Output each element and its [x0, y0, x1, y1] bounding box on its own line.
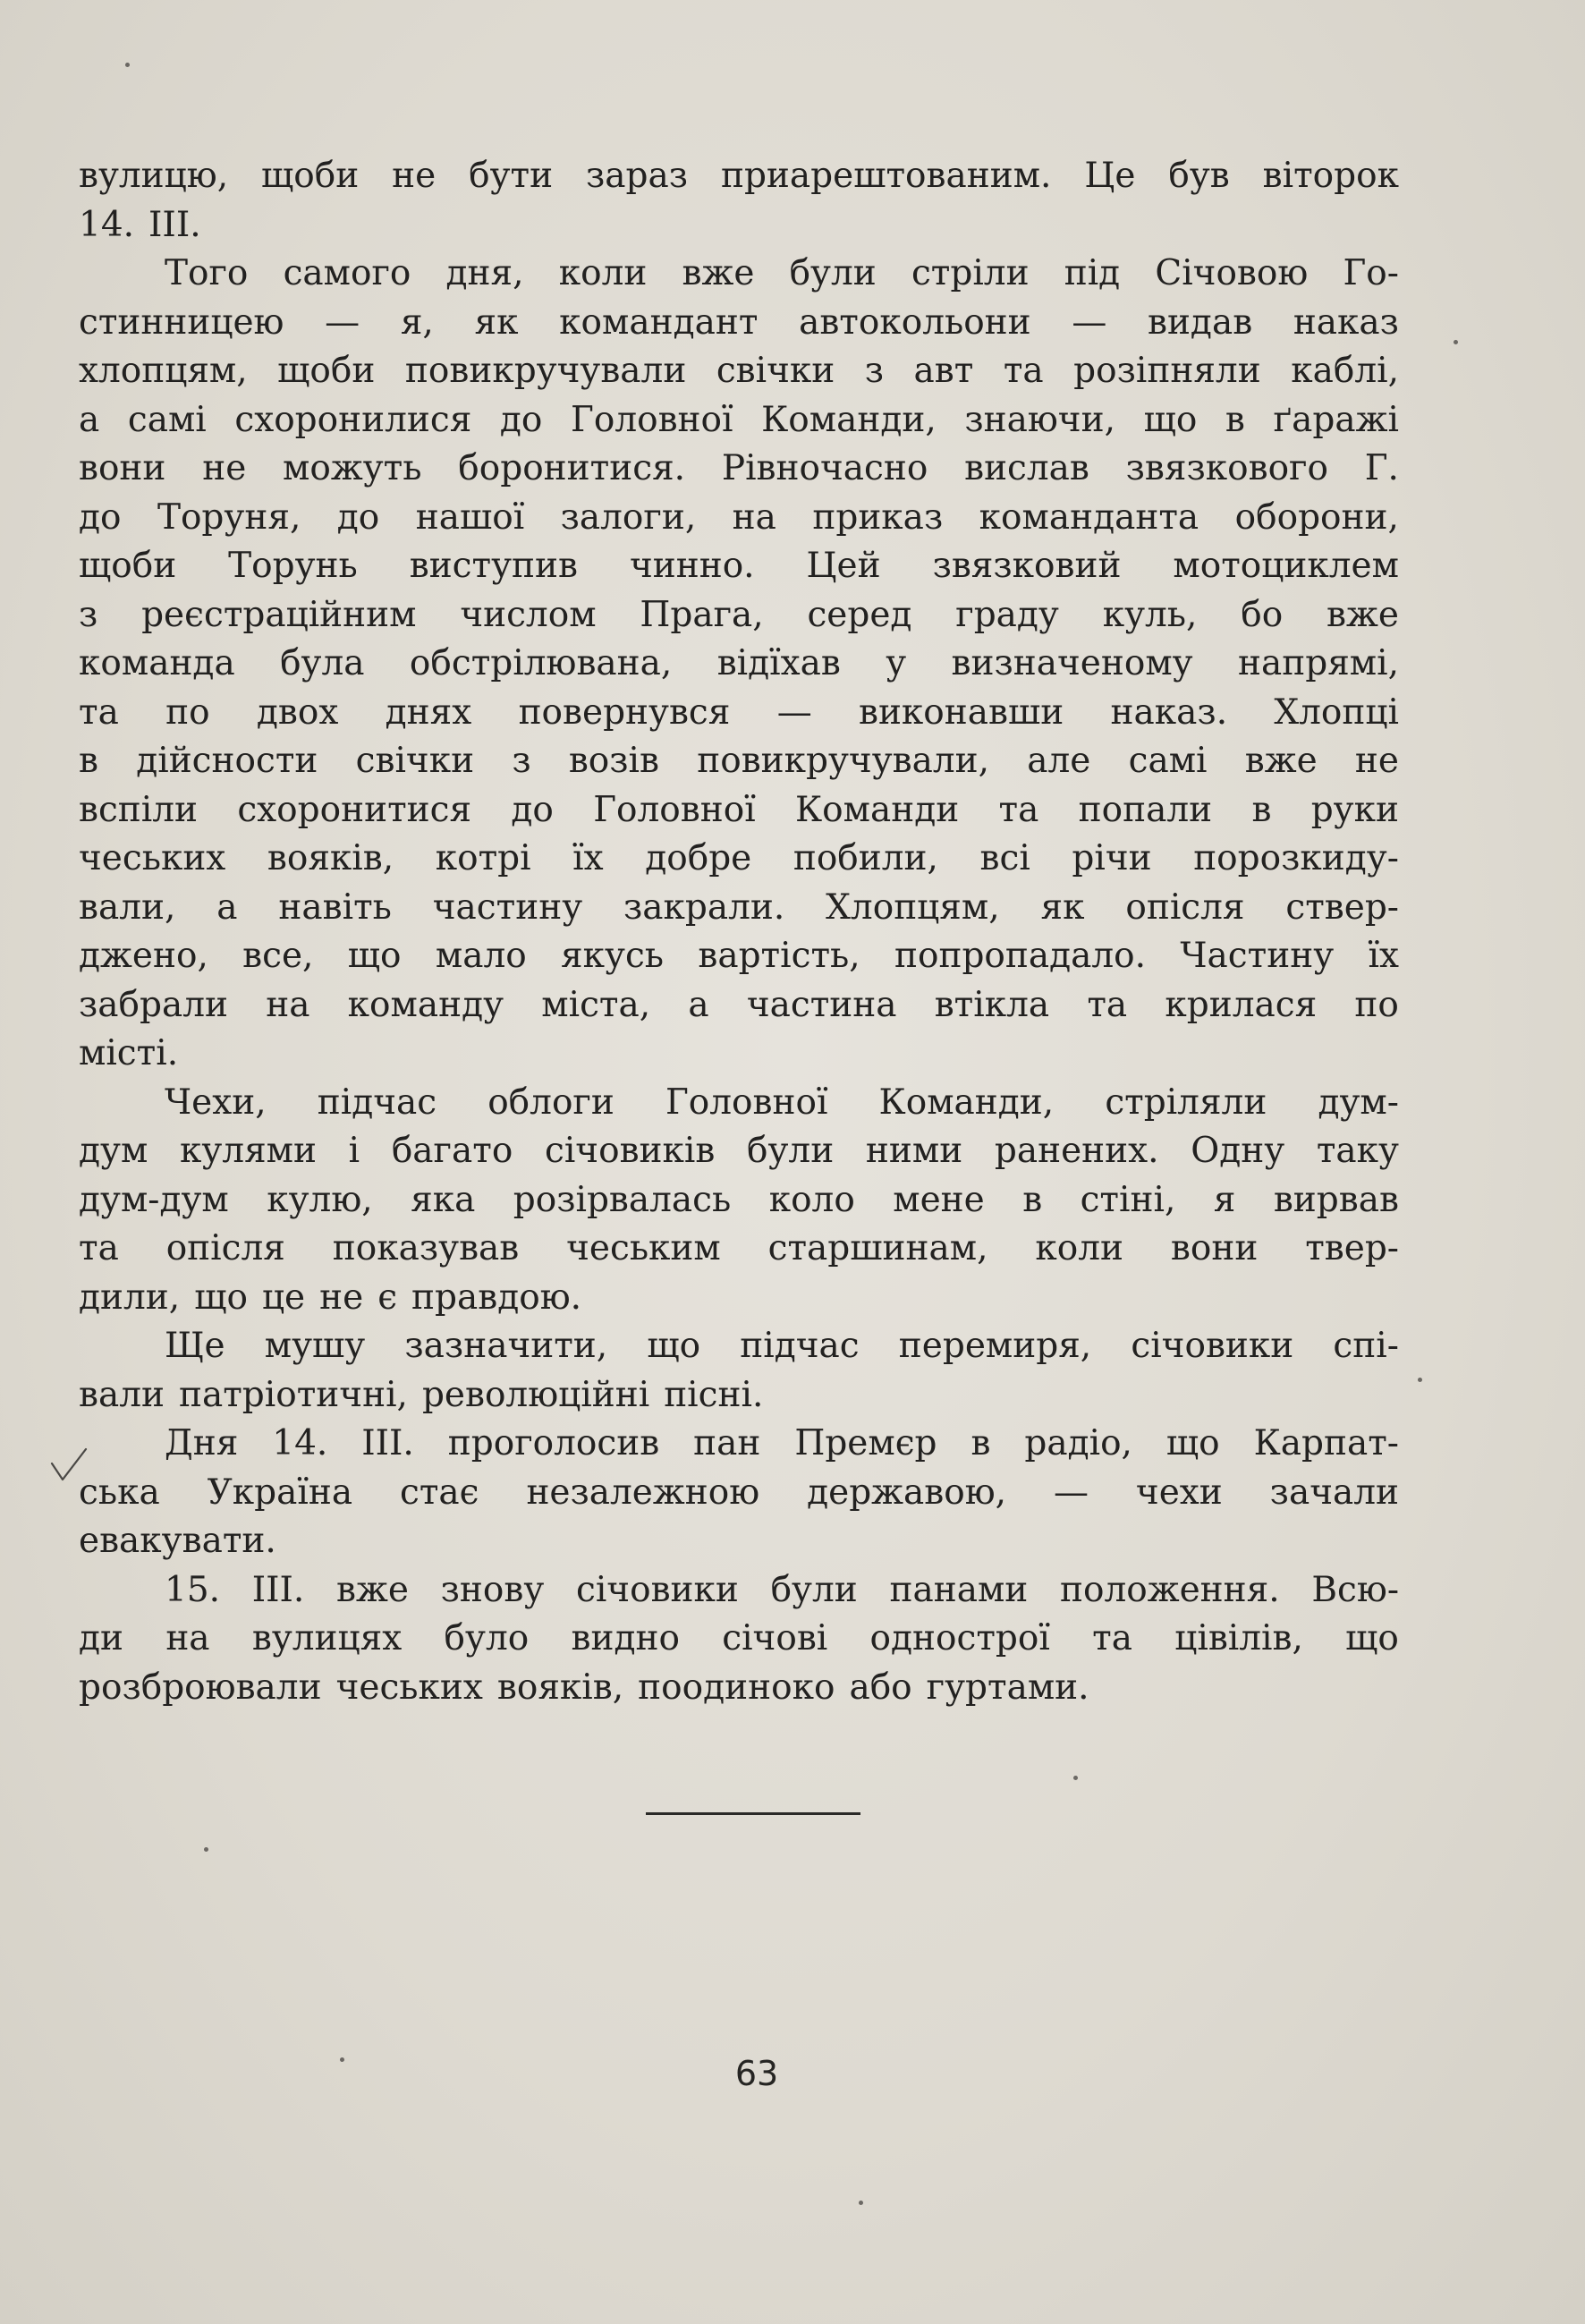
word: видав	[1147, 301, 1253, 343]
word: стає	[400, 1472, 479, 1513]
word: революційні	[421, 1374, 650, 1415]
word: щоби	[261, 156, 360, 196]
text-line	[79, 1274, 1399, 1323]
paper-speck	[340, 2057, 344, 2062]
word: днях	[385, 691, 472, 733]
text-line	[79, 1469, 1399, 1518]
word: —	[1054, 1472, 1089, 1513]
word: чеських	[79, 838, 226, 878]
word: знаючи,	[964, 399, 1115, 440]
word: січовики	[575, 1569, 739, 1610]
word: до	[79, 496, 122, 538]
word: в	[79, 741, 98, 781]
word: III.	[251, 1569, 305, 1610]
word: все,	[242, 936, 314, 976]
word: твер-	[1305, 1228, 1399, 1268]
word: були	[770, 1569, 858, 1610]
word: командант	[559, 301, 759, 343]
word: команда	[79, 643, 235, 683]
word: Головної	[593, 789, 756, 830]
word: авт	[913, 351, 974, 391]
word: Україна	[207, 1472, 353, 1513]
word: залоги,	[560, 496, 697, 538]
word: чинно.	[629, 546, 755, 586]
word: мало	[435, 936, 527, 976]
paper-speck	[1418, 1378, 1422, 1382]
word: двох	[256, 691, 339, 733]
word: по	[1354, 984, 1399, 1025]
word: старшинам,	[767, 1228, 988, 1268]
word: що	[647, 1326, 701, 1366]
word: 14.	[79, 204, 135, 245]
text-line	[79, 299, 1399, 348]
word: куль,	[1102, 594, 1198, 635]
word: не	[319, 1277, 364, 1318]
word: я,	[400, 301, 434, 343]
word: граду	[955, 594, 1059, 635]
word: з	[512, 741, 531, 781]
word: не	[202, 448, 247, 488]
word: були	[747, 1131, 835, 1171]
word: Карпат-	[1253, 1423, 1399, 1463]
word: мотоциклем	[1173, 546, 1399, 586]
word: автокольони	[799, 301, 1031, 343]
word: якусь	[561, 936, 665, 976]
word: були	[789, 253, 877, 293]
word: цівілів,	[1174, 1618, 1303, 1658]
word: вже	[336, 1569, 409, 1610]
word: самі	[1128, 741, 1208, 781]
word: а	[688, 984, 709, 1025]
word: каблі,	[1291, 351, 1399, 391]
text-line	[79, 1420, 1399, 1469]
word: Всю-	[1311, 1569, 1399, 1610]
word: це	[261, 1277, 306, 1318]
word: Торуня,	[157, 496, 301, 538]
word: числом	[460, 594, 597, 635]
word: Премєр	[794, 1423, 937, 1463]
word: та	[79, 691, 119, 733]
paper-speck	[204, 1847, 208, 1852]
word: таку	[1316, 1131, 1399, 1171]
word: коло	[768, 1179, 855, 1220]
word: повернувся	[518, 691, 731, 733]
paper-speck	[859, 2201, 863, 2205]
word: однострої	[869, 1618, 1050, 1658]
word: ґаражі	[1273, 399, 1399, 440]
word: приказ	[812, 496, 944, 538]
word: звязковий	[932, 546, 1122, 586]
word: та	[1092, 1618, 1132, 1658]
word: частина	[746, 984, 897, 1025]
word: напрямі,	[1237, 643, 1399, 683]
word: зазначити,	[404, 1326, 608, 1366]
word: розброювали	[79, 1667, 322, 1708]
word: перемиря,	[898, 1326, 1092, 1366]
word: підчас	[740, 1326, 860, 1366]
word: вулицю,	[79, 156, 229, 196]
word: звязкового	[1125, 448, 1328, 488]
word: вже	[1244, 741, 1318, 781]
word: вже	[682, 253, 755, 293]
text-line	[79, 1079, 1399, 1128]
word: я	[1213, 1179, 1236, 1220]
word: добре	[645, 838, 752, 878]
word: самого	[283, 253, 411, 293]
word: забрали	[79, 984, 228, 1025]
text-line	[79, 981, 1399, 1031]
word: Го-	[1343, 253, 1399, 293]
word: навіть	[278, 886, 392, 928]
word: є	[377, 1277, 398, 1318]
word: підчас	[317, 1081, 437, 1123]
text-line	[79, 542, 1399, 591]
word: не	[392, 156, 437, 196]
word: повикручували	[404, 351, 687, 391]
word: котрі	[435, 838, 531, 878]
word: джено,	[79, 936, 208, 976]
word: вспіли	[79, 789, 199, 830]
word: чеських	[335, 1667, 483, 1708]
word: пісні.	[664, 1374, 764, 1415]
word: а	[79, 399, 100, 440]
word: що	[1345, 1618, 1399, 1658]
word: Це	[1084, 156, 1136, 196]
text-line	[79, 1127, 1399, 1176]
paper-speck	[1073, 1776, 1078, 1780]
text-line	[79, 1322, 1399, 1371]
word: до	[499, 399, 543, 440]
word: виступив	[409, 546, 578, 586]
word: Хлопцям,	[826, 886, 1000, 928]
word: Чехи,	[165, 1081, 267, 1123]
word: всі	[979, 838, 1030, 878]
text-line	[79, 347, 1399, 396]
word: приарештованим.	[720, 156, 1052, 196]
word: панами	[889, 1569, 1029, 1610]
word: свічки	[716, 351, 835, 391]
text-line	[79, 250, 1399, 299]
word: що	[1165, 1423, 1220, 1463]
text-line	[79, 932, 1399, 981]
word: місті.	[79, 1033, 179, 1073]
word: у	[886, 643, 907, 683]
word: січові	[722, 1618, 828, 1658]
word: Г.	[1364, 448, 1399, 488]
word: дня,	[445, 253, 524, 293]
word: щоби	[277, 351, 376, 391]
section-divider	[646, 1812, 860, 1815]
word: мушу	[264, 1326, 366, 1366]
word: вояків,	[496, 1667, 624, 1708]
word: вони	[79, 448, 166, 488]
word: видно	[571, 1618, 680, 1658]
word: що	[347, 936, 402, 976]
word: хлопцям,	[79, 351, 248, 391]
word: дійсности	[136, 741, 318, 781]
word: закрали.	[623, 886, 785, 928]
word: їх	[1368, 936, 1399, 976]
word: Січовою	[1155, 253, 1309, 293]
word: бути	[469, 156, 554, 196]
text-line	[79, 640, 1399, 689]
word: оборони,	[1234, 496, 1399, 538]
word: виконавши	[858, 691, 1064, 733]
word: коли	[558, 253, 648, 293]
word: повикручували,	[697, 741, 990, 781]
word: Того	[165, 253, 249, 293]
word: багато	[391, 1131, 513, 1171]
word: Ще	[165, 1326, 225, 1366]
word: державою,	[807, 1472, 1007, 1513]
word: побили,	[792, 838, 938, 878]
word: Одну	[1191, 1131, 1285, 1171]
body-text	[79, 152, 1399, 1712]
word: команду	[347, 984, 504, 1025]
word: 15.	[165, 1569, 221, 1610]
word: чеським	[566, 1228, 721, 1268]
word: III.	[148, 204, 201, 245]
word: на	[732, 496, 776, 538]
text-line	[79, 737, 1399, 786]
word: Частину	[1180, 936, 1335, 976]
word: вояків,	[267, 838, 394, 878]
word: возів	[568, 741, 659, 781]
word: як	[1040, 886, 1085, 928]
word: з	[864, 351, 885, 391]
word: попали	[1078, 789, 1213, 830]
word: січовики	[1131, 1326, 1294, 1366]
word: річи	[1072, 838, 1152, 878]
word: —	[325, 301, 360, 343]
word: вали	[79, 1374, 165, 1415]
word: чехи	[1135, 1472, 1223, 1513]
word: з	[79, 594, 98, 635]
word: щоби	[79, 546, 177, 586]
word: самі	[127, 399, 207, 440]
word: їх	[572, 838, 604, 878]
word: Хлопці	[1274, 691, 1399, 733]
word: евакувати.	[79, 1521, 276, 1561]
word: січовиків	[544, 1131, 716, 1171]
word: радіо,	[1024, 1423, 1132, 1463]
word: на	[266, 984, 310, 1025]
word: наказ.	[1110, 691, 1228, 733]
word: в	[1022, 1179, 1043, 1220]
word: дили,	[79, 1277, 181, 1318]
word: дум-	[1318, 1081, 1399, 1123]
word: знову	[440, 1569, 545, 1610]
word: міста,	[541, 984, 651, 1025]
word: та	[1087, 984, 1128, 1025]
word: —	[1072, 301, 1107, 343]
word: облоги	[487, 1081, 615, 1123]
word: мене	[893, 1179, 985, 1220]
text-line	[79, 1225, 1399, 1274]
word: ська	[79, 1472, 160, 1513]
word: та	[1003, 351, 1044, 391]
word: Команди,	[761, 399, 937, 440]
word: гуртами.	[926, 1667, 1089, 1708]
word: Цей	[806, 546, 881, 586]
text-line	[79, 445, 1399, 494]
word: зачали	[1269, 1472, 1399, 1513]
word: а	[216, 886, 238, 928]
word: схоронилися	[234, 399, 472, 440]
word: нашої	[415, 496, 525, 538]
word: незалежною	[526, 1472, 760, 1513]
word: реєстраційним	[141, 594, 417, 635]
word: але	[1027, 741, 1091, 781]
text-line	[79, 1030, 1399, 1079]
word: патріотичні,	[178, 1374, 408, 1415]
word: що	[1143, 399, 1198, 440]
word: ди	[79, 1618, 124, 1658]
word: кулю,	[267, 1179, 373, 1220]
word: і	[348, 1131, 360, 1171]
text-line	[79, 396, 1399, 445]
word: Головної	[665, 1081, 828, 1123]
word: схоронитися	[237, 789, 472, 830]
word: дум-дум	[79, 1179, 229, 1220]
word: вулицях	[251, 1618, 403, 1658]
word: боронитися.	[458, 448, 686, 488]
word: зараз	[586, 156, 689, 196]
word: наказ	[1293, 301, 1399, 343]
word: кулями	[179, 1131, 317, 1171]
word: була	[280, 643, 365, 683]
word: розірвалась	[513, 1179, 732, 1220]
word: Рівночасно	[721, 448, 928, 488]
word: по	[165, 691, 210, 733]
word: стіні,	[1080, 1179, 1176, 1220]
word: крилася	[1165, 984, 1318, 1025]
text-line	[79, 201, 1399, 250]
text-line	[79, 1176, 1399, 1226]
word: положення.	[1059, 1569, 1280, 1610]
word: опісля	[165, 1228, 285, 1268]
word: та	[998, 789, 1039, 830]
word: вони	[1170, 1228, 1259, 1268]
word: Головної	[571, 399, 733, 440]
word: визначеному	[951, 643, 1193, 683]
word: ранених.	[994, 1131, 1159, 1171]
word: яка	[411, 1179, 476, 1220]
word: був	[1168, 156, 1230, 196]
word: вартість,	[698, 936, 860, 976]
word: серед	[807, 594, 912, 635]
word: під	[1064, 253, 1121, 293]
text-line	[79, 689, 1399, 738]
word: Торунь	[228, 546, 358, 586]
word: як	[474, 301, 519, 343]
word: Дня	[165, 1423, 239, 1463]
text-line	[79, 1664, 1399, 1713]
word: вже	[1326, 594, 1399, 635]
word: можуть	[283, 448, 422, 488]
word: вислав	[964, 448, 1089, 488]
text-line	[79, 494, 1399, 543]
text-line	[79, 786, 1399, 835]
paper-speck	[125, 63, 130, 67]
word: розіпняли	[1073, 351, 1261, 391]
word: вирвав	[1273, 1179, 1399, 1220]
word: Команди	[794, 789, 960, 830]
word: обстрілювана,	[409, 643, 673, 683]
word: стріли	[911, 253, 1030, 293]
word: в	[1225, 399, 1245, 440]
word: до	[336, 496, 380, 538]
word: стинницею	[79, 301, 284, 343]
word: не	[1354, 741, 1399, 781]
word: або	[849, 1667, 912, 1708]
checkmark-icon	[47, 1444, 91, 1489]
word: попропадало.	[894, 936, 1147, 976]
word: дум	[79, 1131, 148, 1171]
word: відїхав	[716, 643, 841, 683]
word: стріляли	[1105, 1081, 1267, 1123]
word: бо	[1241, 594, 1284, 635]
word: ствер-	[1285, 886, 1399, 928]
text-line	[79, 884, 1399, 933]
text-line	[79, 591, 1399, 640]
word: свічки	[355, 741, 475, 781]
word: поодиноко	[638, 1667, 835, 1708]
word: в	[1251, 789, 1272, 830]
text-line	[79, 1566, 1399, 1616]
word: Прага,	[640, 594, 764, 635]
word: руки	[1310, 789, 1399, 830]
word: в	[970, 1423, 991, 1463]
word: пан	[693, 1423, 761, 1463]
word: проголосив	[447, 1423, 660, 1463]
word: III.	[361, 1423, 414, 1463]
text-line	[79, 1517, 1399, 1566]
word: до	[511, 789, 554, 830]
word: віторок	[1262, 156, 1399, 196]
word: втікла	[934, 984, 1050, 1025]
word: що	[194, 1277, 248, 1318]
word: правдою.	[411, 1277, 582, 1318]
text-line	[79, 152, 1399, 201]
word: частину	[432, 886, 583, 928]
text-line	[79, 1615, 1399, 1664]
word: коли	[1035, 1228, 1124, 1268]
text-line	[79, 835, 1399, 884]
paper-speck	[1454, 340, 1458, 344]
word: 14.	[272, 1423, 328, 1463]
word: було	[444, 1618, 530, 1658]
word: порозкиду-	[1193, 838, 1399, 878]
word: та	[79, 1228, 119, 1268]
page-number: 63	[734, 2054, 779, 2093]
word: спі-	[1333, 1326, 1399, 1366]
word: опісля	[1125, 886, 1245, 928]
word: ними	[865, 1131, 963, 1171]
word: показував	[332, 1228, 520, 1268]
word: —	[776, 691, 812, 733]
text-line	[79, 1371, 1399, 1421]
word: Команди,	[878, 1081, 1055, 1123]
word: вали,	[79, 886, 176, 928]
word: команданта	[979, 496, 1199, 538]
word: на	[165, 1618, 210, 1658]
